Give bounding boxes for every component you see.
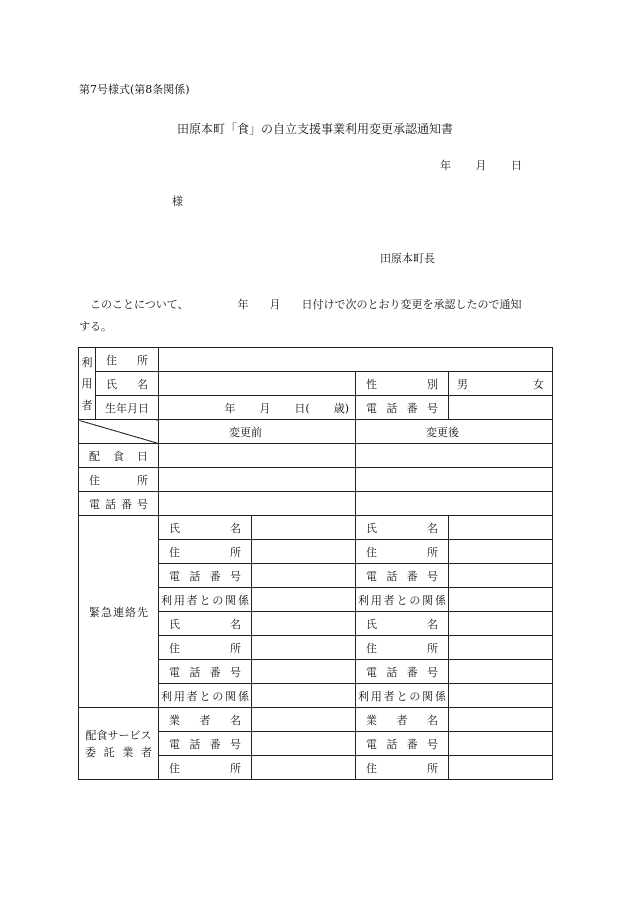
em1-phone-label-after: 電話番号 — [356, 564, 449, 588]
em2-relation-after-field[interactable] — [449, 684, 553, 708]
table-row — [79, 708, 553, 732]
em1-name-label-after: 氏名 — [356, 516, 449, 540]
body-line1-year: 年 — [237, 298, 249, 311]
user-phone-label: 電話番号 — [356, 396, 449, 420]
vendor-name-label: 業者名 — [159, 708, 252, 732]
dob-field[interactable] — [159, 396, 356, 420]
vendor-address-label-after: 住所 — [356, 756, 449, 780]
em2-name-label-after: 氏名 — [356, 612, 449, 636]
issuer-name: 田原本町長 — [380, 252, 435, 265]
em2-phone-before-field[interactable] — [252, 660, 356, 684]
delivery-day-label: 配食日 — [79, 444, 159, 468]
address-after-field[interactable] — [356, 468, 553, 492]
after-header: 変更後 — [356, 420, 553, 444]
sex-field[interactable] — [449, 372, 553, 396]
em2-phone-label-after: 電話番号 — [356, 660, 449, 684]
document-title: 田原本町「食」の自立支援事業利用変更承認通知書 — [176, 122, 453, 136]
em1-address-label: 住所 — [159, 540, 252, 564]
table-row — [79, 444, 553, 468]
em1-relation-label: 利用者との関係 — [159, 588, 252, 612]
em2-name-after-field[interactable] — [449, 612, 553, 636]
address-label: 住所 — [79, 468, 159, 492]
table-row — [79, 516, 553, 540]
vendor-phone-label: 電話番号 — [159, 732, 252, 756]
diagonal-header-cell — [79, 420, 159, 444]
em1-name-before-field[interactable] — [252, 516, 356, 540]
em2-address-after-field[interactable] — [449, 636, 553, 660]
body-line1-b: 日付けで次のとおり変更を承認したので通知 — [301, 298, 522, 311]
em2-relation-label-after: 利用者との関係 — [356, 684, 449, 708]
em1-address-after-field[interactable] — [449, 540, 553, 564]
em2-name-label: 氏名 — [159, 612, 252, 636]
vendor-label: 配食サービス 委託業者 — [79, 708, 159, 780]
em1-phone-label: 電話番号 — [159, 564, 252, 588]
user-name-field[interactable] — [159, 372, 356, 396]
em2-phone-after-field[interactable] — [449, 660, 553, 684]
body-line2: する。 — [79, 320, 112, 333]
table-row — [79, 396, 553, 420]
vendor-name-label-after: 業者名 — [356, 708, 449, 732]
phone-after-field[interactable] — [356, 492, 553, 516]
sex-female: 女 — [533, 377, 544, 391]
sex-label: 性別 — [356, 372, 449, 396]
date-day: 日 — [511, 159, 522, 172]
vendor-name-after-field[interactable] — [449, 708, 553, 732]
em2-relation-label: 利用者との関係 — [159, 684, 252, 708]
vendor-name-before-field[interactable] — [252, 708, 356, 732]
dob-month: 月 — [259, 401, 271, 415]
delivery-day-after-field[interactable] — [356, 444, 553, 468]
em2-relation-before-field[interactable] — [252, 684, 356, 708]
before-header: 変更前 — [159, 420, 356, 444]
dob-label: 生年月日 — [96, 396, 159, 420]
em1-relation-after-field[interactable] — [449, 588, 553, 612]
body-line1-a: このことについて、 — [90, 298, 189, 311]
em1-phone-after-field[interactable] — [449, 564, 553, 588]
body-line1-month: 月 — [269, 298, 281, 311]
vendor-phone-after-field[interactable] — [449, 732, 553, 756]
vendor-address-label: 住所 — [159, 756, 252, 780]
phone-before-field[interactable] — [159, 492, 356, 516]
emergency-contact-label: 緊急連絡先 — [79, 516, 159, 708]
dob-day: 日( — [294, 401, 310, 415]
em2-name-before-field[interactable] — [252, 612, 356, 636]
user-address-field[interactable] — [159, 348, 553, 372]
em1-address-label-after: 住所 — [356, 540, 449, 564]
em1-phone-before-field[interactable] — [252, 564, 356, 588]
em2-address-label: 住所 — [159, 636, 252, 660]
address-before-field[interactable] — [159, 468, 356, 492]
em1-relation-label-after: 利用者との関係 — [356, 588, 449, 612]
em2-address-before-field[interactable] — [252, 636, 356, 660]
change-approval-table — [78, 347, 553, 780]
form-number-label: 第7号様式(第8条関係) — [79, 83, 190, 96]
table-row — [79, 468, 553, 492]
user-name-label: 氏名 — [96, 372, 159, 396]
vendor-address-after-field[interactable] — [449, 756, 553, 780]
vendor-phone-label-after: 電話番号 — [356, 732, 449, 756]
date-year: 年 — [440, 159, 451, 172]
table-row — [79, 372, 553, 396]
body-text — [79, 294, 559, 338]
table-row — [79, 492, 553, 516]
user-phone-field[interactable] — [449, 396, 553, 420]
vendor-phone-before-field[interactable] — [252, 732, 356, 756]
phone-label: 電話番号 — [79, 492, 159, 516]
addressee-suffix: 様 — [172, 195, 183, 208]
vendor-address-before-field[interactable] — [252, 756, 356, 780]
em2-address-label-after: 住所 — [356, 636, 449, 660]
table-row — [79, 348, 553, 372]
em2-phone-label: 電話番号 — [159, 660, 252, 684]
em1-name-label: 氏名 — [159, 516, 252, 540]
dob-age: 歳) — [333, 401, 349, 415]
em1-name-after-field[interactable] — [449, 516, 553, 540]
dob-year: 年 — [224, 401, 236, 415]
sex-male: 男 — [457, 377, 468, 391]
em1-relation-before-field[interactable] — [252, 588, 356, 612]
em1-address-before-field[interactable] — [252, 540, 356, 564]
user-group-label: 利 用 者 — [79, 348, 96, 420]
date-line — [440, 157, 522, 173]
user-address-label: 住所 — [96, 348, 159, 372]
date-month: 月 — [475, 159, 487, 172]
delivery-day-before-field[interactable] — [159, 444, 356, 468]
table-row — [79, 420, 553, 444]
